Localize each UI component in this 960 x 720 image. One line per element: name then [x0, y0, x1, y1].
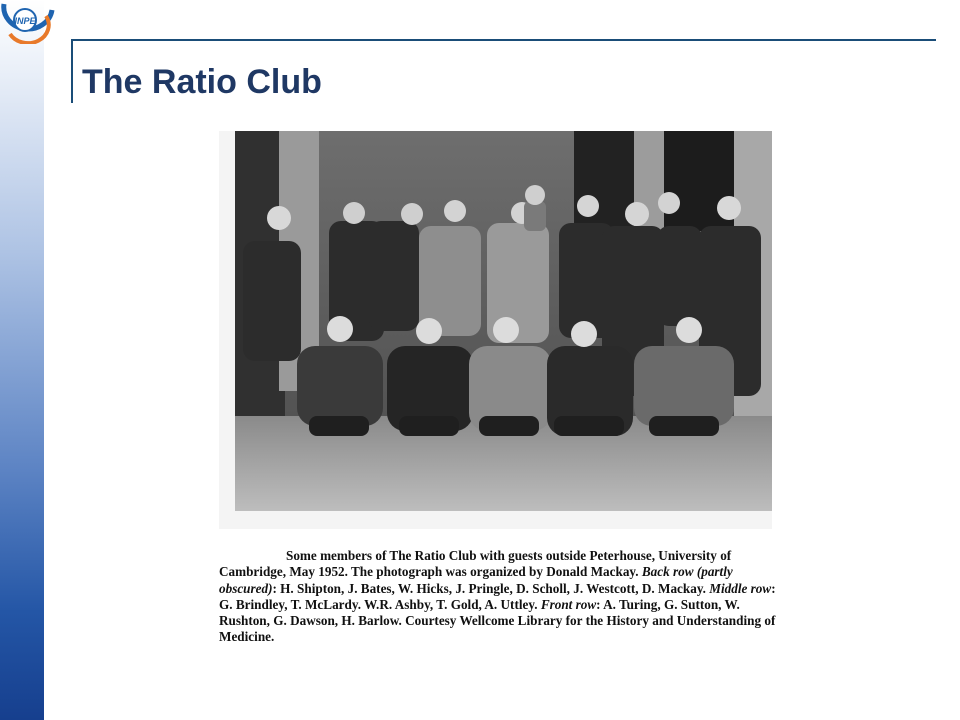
- header-rule-horizontal: [71, 39, 936, 41]
- photo-caption: [219, 548, 779, 646]
- caption-intro: Some members of The Ratio Club with guests outside Peterhouse, University of Cambridge, May 1952. The photograph was organized by Donald Mackay.: [219, 548, 732, 580]
- group-photo: [219, 131, 772, 529]
- group-photo-icon: [219, 131, 772, 529]
- slide-title: The Ratio Club: [82, 63, 322, 101]
- caption-middle-row-names: : G. Brindley, T. McLardy. W.R. Ashby, T. Gold, A. Uttley.: [219, 580, 776, 612]
- inpe-logo-icon: [0, 0, 60, 44]
- caption-back-row-label: Back row (partly obscured): [219, 564, 733, 596]
- caption-back-row-names: : H. Shipton, J. Bates, W. Hicks, J. Pringle, D. Scholl, J. Westcott, D. Mackay.: [272, 580, 710, 596]
- logo-text: INPE: [14, 16, 36, 26]
- inpe-logo: [0, 0, 60, 44]
- caption-front-row-names: : A. Turing, G. Sutton, W. Rushton, G. Dawson, H. Barlow. Courtesy Wellcome Library for the History and Understanding of Medicine.: [219, 596, 776, 645]
- sidebar-gradient: [0, 0, 44, 720]
- caption-middle-row-label: Middle row: [709, 580, 772, 596]
- caption-front-row-label: Front row: [540, 596, 597, 612]
- header-rule-vertical: [71, 40, 73, 103]
